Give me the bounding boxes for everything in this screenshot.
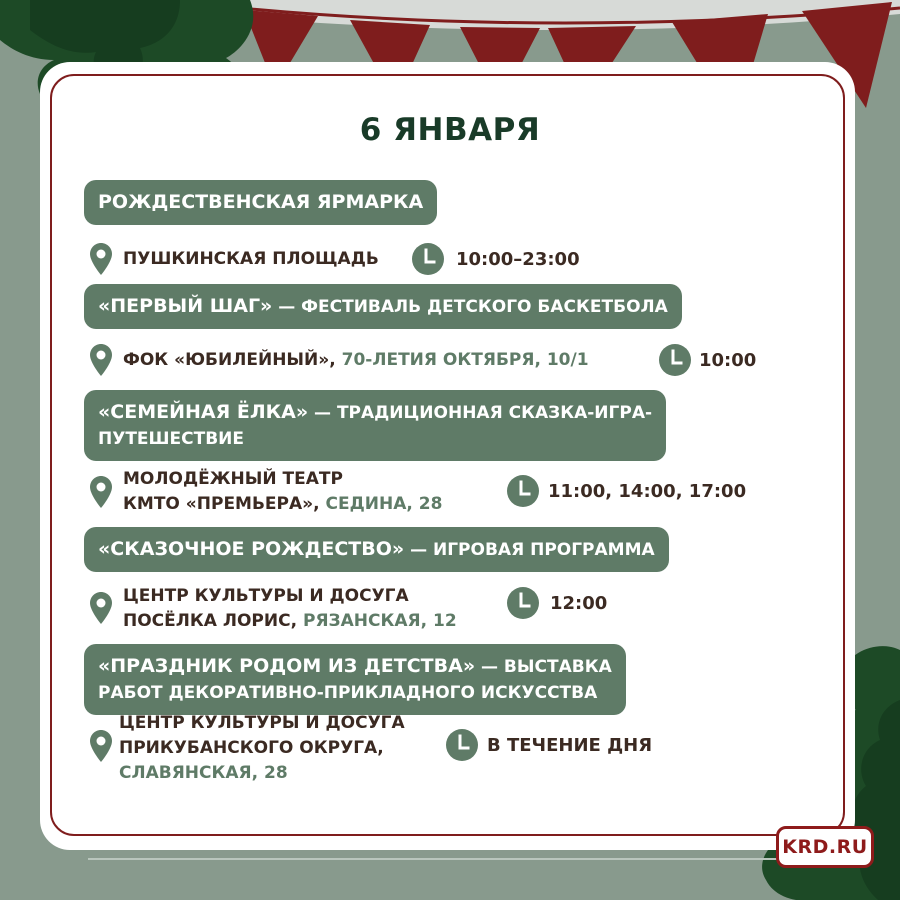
event-location-2: ФОК «ЮБИЛЕЙНЫЙ», 70-ЛЕТИЯ ОКТЯБРЯ, 10/1 <box>123 350 589 370</box>
event-location-5: ЦЕНТР КУЛЬТУРЫ И ДОСУГА ПРИКУБАНСКОГО ОКРУГА, СЛАВЯНСКАЯ, 28 <box>119 713 405 783</box>
clock-icon <box>659 344 691 376</box>
event-location-1: ПУШКИНСКАЯ ПЛОЩАДЬ <box>123 249 379 269</box>
krd-logo: KRD.RU <box>776 826 874 868</box>
event-time-2: 10:00 <box>699 350 757 371</box>
location-pin-icon <box>90 730 112 762</box>
clock-icon <box>446 729 478 761</box>
event-location-4: ЦЕНТР КУЛЬТУРЫ И ДОСУГА ПОСЁЛКА ЛОРИС, РЯЗАНСКАЯ, 12 <box>123 586 457 631</box>
bottom-divider <box>88 858 788 860</box>
event-title-5: «ПРАЗДНИК РОДОМ ИЗ ДЕТСТВА» — ВЫСТАВКА РАБОТ ДЕКОРАТИВНО-ПРИКЛАДНОГО ИСКУССТВА <box>84 644 626 715</box>
event-location-3: МОЛОДЁЖНЫЙ ТЕАТР КМТО «ПРЕМЬЕРА», СЕДИНА, 28 <box>123 469 443 514</box>
event-time-1: 10:00–23:00 <box>456 249 580 270</box>
clock-icon <box>507 587 539 619</box>
page-title: 6 ЯНВАРЯ <box>359 112 541 148</box>
event-title-2: «ПЕРВЫЙ ШАГ» — ФЕСТИВАЛЬ ДЕТСКОГО БАСКЕТБОЛА <box>84 284 682 329</box>
event-time-4: 12:00 <box>550 593 608 614</box>
location-pin-icon <box>90 243 112 275</box>
event-title-4: «СКАЗОЧНОЕ РОЖДЕСТВО» — ИГРОВАЯ ПРОГРАММА <box>84 527 669 572</box>
event-time-3: 11:00, 14:00, 17:00 <box>548 481 747 502</box>
event-time-5: В ТЕЧЕНИЕ ДНЯ <box>487 735 653 756</box>
clock-icon <box>507 475 539 507</box>
location-pin-icon <box>90 592 112 624</box>
location-pin-icon <box>90 344 112 376</box>
event-title-1: РОЖДЕСТВЕНСКАЯ ЯРМАРКА <box>84 180 437 225</box>
event-title-3: «СЕМЕЙНАЯ ЁЛКА» — ТРАДИЦИОННАЯ СКАЗКА-ИГРА- ПУТЕШЕСТВИЕ <box>84 390 666 461</box>
location-pin-icon <box>90 476 112 508</box>
clock-icon <box>412 243 444 275</box>
